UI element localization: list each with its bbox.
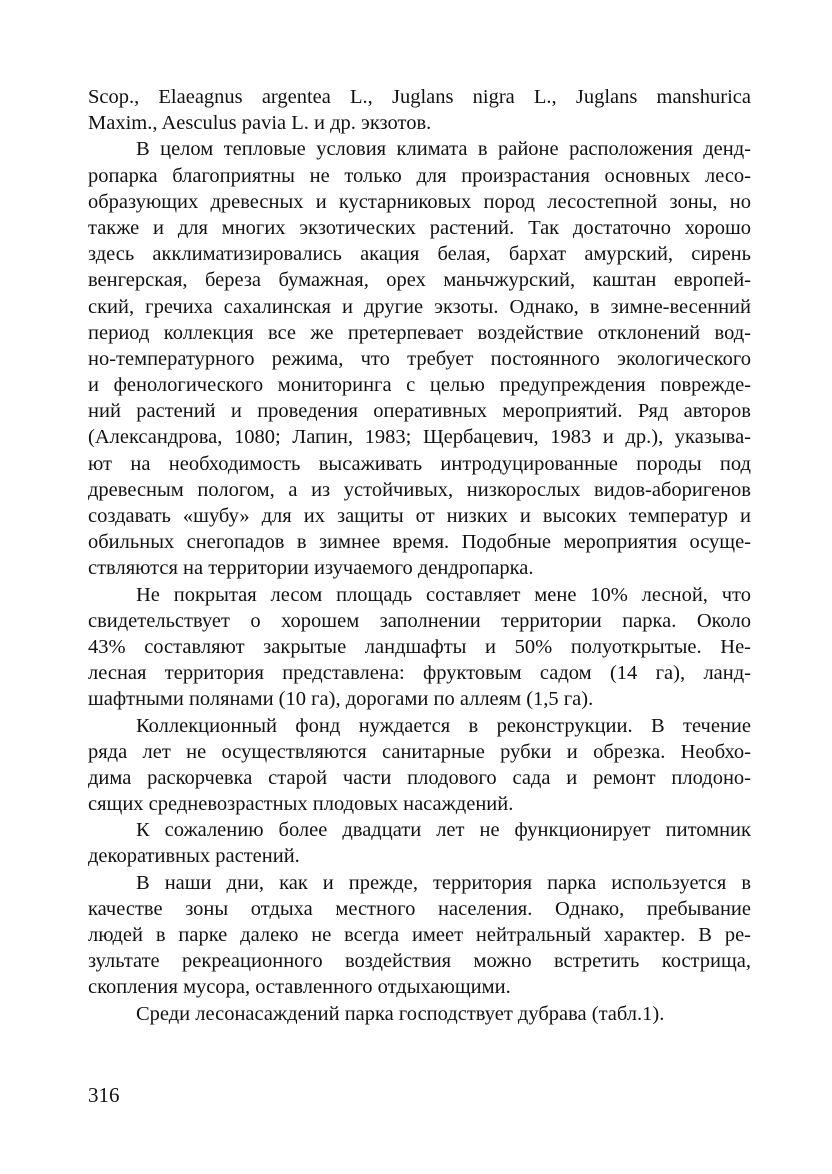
text-line: и фенологического мониторинга с целью предупреждения поврежде- <box>88 374 751 397</box>
text-line: период коллекция все же претерпевает воздействие отклонений вод- <box>88 321 751 344</box>
text-line: скопления мусора, оставленного отдыхающими. <box>88 976 511 999</box>
paragraph-oak-forest <box>88 1001 751 1027</box>
text-line: ний растений и проведения оперативных мероприятий. Ряд авторов <box>88 400 751 423</box>
text-line: лесная территория представлена: фруктовым садом (14 га), ланд- <box>88 662 751 685</box>
text-line: но-температурного режима, что требует постоянного экологического <box>88 347 751 370</box>
text-line: людей в парке далеко не всегда имеет нейтральный характер. В ре- <box>88 924 751 946</box>
paragraph-climate <box>88 136 751 581</box>
text-line: ют на необходимость высаживать интродуцированные породы под <box>88 452 751 475</box>
page-number: 316 <box>88 1083 120 1107</box>
text-line: качестве зоны отдыха местного населения. Однако, пребывание <box>88 897 751 920</box>
paragraph-recreation <box>88 870 751 1001</box>
text-line: дима раскорчевка старой части плодового сада и ремонт плодоно- <box>88 766 751 789</box>
text-line: венгерская, береза бумажная, орех маньчжурский, каштан европей- <box>88 269 751 292</box>
text-line: ский, гречиха сахалинская и другие экзоты. Однако, в зимне-весенний <box>88 295 751 318</box>
text-line: Коллекционный фонд нуждается в реконструкции. В течение <box>136 714 751 737</box>
text-line: (Александрова, 1080; Лапин, 1983; Щербацевич, 1983 и др.), указыва- <box>88 426 751 449</box>
text-line: Среди лесонасаждений парка господствует дубрава (табл.1). <box>136 1002 665 1025</box>
text-line: В наши дни, как и прежде, территория парка используется в <box>136 871 751 894</box>
text-line: декоративных растений. <box>88 845 300 868</box>
paragraph-nursery <box>88 817 751 869</box>
page-body <box>88 84 751 1027</box>
text-line: шафтными полянами (10 га), дорогами по аллеям (1,5 га). <box>88 688 594 711</box>
paragraph-continuation <box>88 84 751 136</box>
text-line: В целом тепловые условия климата в районе расположения денд- <box>136 138 751 161</box>
text-line: создавать «шубу» для их защиты от низких и высоких температур и <box>88 505 751 527</box>
text-line: Не покрытая лесом площадь составляет мене 10% лесной, что <box>136 583 751 606</box>
text-line: 43% составляют закрытые ландшафты и 50% полуоткрытые. Не- <box>88 635 751 658</box>
paragraph-forest-area <box>88 582 751 713</box>
text-line: свидетельствует о хорошем заполнении территории парка. Около <box>88 609 751 632</box>
text-line: обильных снегопадов в зимнее время. Подобные мероприятия осуще- <box>88 531 751 554</box>
text-line: ропарка благоприятны не только для произрастания основных лесо- <box>88 164 751 187</box>
paragraph-collection <box>88 713 751 818</box>
text-line: здесь акклиматизировались акация белая, бархат амурский, сирень <box>88 243 751 266</box>
text-line: зультате рекреационного воздействия можно встретить кострища, <box>88 950 751 973</box>
text-line: древесным пологом, а из устойчивых, низкорослых видов-аборигенов <box>88 478 751 501</box>
text-line: Scop., Elaeagnus argentea L., Juglans nigra L., Juglans manshurica <box>88 86 751 108</box>
text-line: К сожалению более двадцати лет не функционирует питомник <box>136 819 751 842</box>
text-line: ряда лет не осуществляются санитарные рубки и обрезка. Необхо- <box>88 740 751 763</box>
text-line: образующих древесных и кустарниковых пород лесостепной зоны, но <box>88 190 751 213</box>
text-line: Maxim., Aesculus pavia L. и др. экзотов. <box>88 112 432 135</box>
text-line: сящих средневозрастных плодовых насаждений. <box>88 793 514 816</box>
text-line: ствляются на территории изучаемого дендропарка. <box>88 557 534 580</box>
text-line: также и для многих экзотических растений. Так достаточно хорошо <box>88 216 751 239</box>
